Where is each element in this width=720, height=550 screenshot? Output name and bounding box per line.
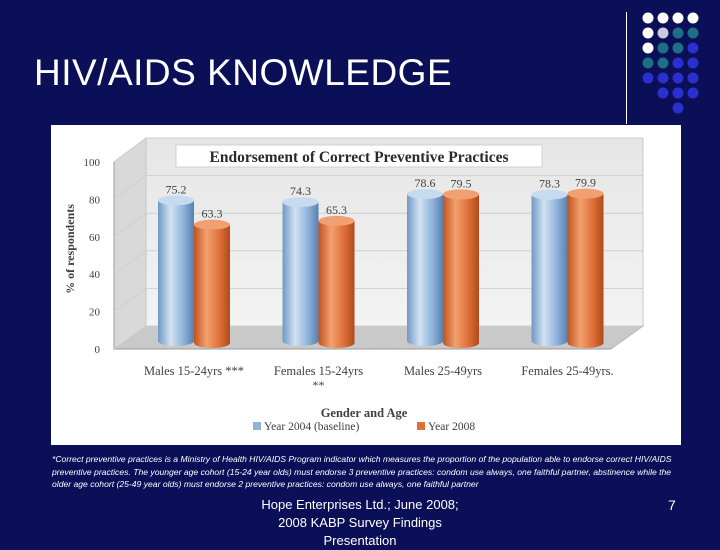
legend-label-2004: Year 2004 (baseline) — [264, 421, 360, 433]
dot-r6-c2 — [673, 103, 684, 114]
bar-value-label: 65.3 — [326, 202, 347, 217]
slide-title: HIV/AIDS KNOWLEDGE — [34, 52, 453, 93]
bar-top-2004-0 — [158, 195, 194, 205]
legend-swatch-2004 — [253, 422, 261, 430]
title-divider — [626, 12, 627, 124]
x-category-label: Females 25-49yrs. — [521, 364, 614, 378]
dot-r0-c2 — [673, 13, 684, 24]
footer-source — [230, 496, 490, 550]
y-tick-label: 80 — [89, 194, 100, 207]
y-axis-label: % of respondents — [63, 204, 77, 294]
dot-r4-c0 — [643, 73, 654, 84]
bar-top-2008-1 — [319, 216, 355, 226]
dot-r3-c1 — [658, 58, 669, 69]
footnote: *Correct preventive practices is a Ministry of Health HIV/AIDS Program indicator which measures the proportion of the population able to endorse correct HIV/AIDS preventive practices. The younger age cohort (15-24 year olds) must endorse 3 preventive practices: condom use always, one faithful partner, abstinence while the older age cohort (25-49 year olds) must endorse 2 preventive practices: condom use always, one faithful partner — [52, 454, 672, 489]
y-tick-label: 0 — [94, 344, 100, 356]
chart-title: Endorsement of Correct Preventive Practices — [209, 149, 509, 166]
bar-value-label: 74.3 — [290, 184, 311, 199]
legend-label-2008: Year 2008 — [428, 421, 476, 433]
x-category-label: Males 25-49yrs — [403, 364, 483, 378]
bar-2008-0 — [194, 225, 230, 348]
chart-side-wall — [114, 138, 146, 349]
decorative-dot-grid — [640, 10, 702, 120]
page-number: 7 — [668, 497, 676, 513]
dot-r2-c3 — [688, 43, 699, 54]
bar-2008-3 — [568, 194, 604, 348]
y-tick-label: 100 — [83, 157, 100, 169]
bar-value-label: 79.5 — [450, 176, 472, 191]
bar-2008-1 — [319, 221, 355, 348]
dot-r5-c2 — [673, 88, 684, 99]
bar-value-label: 63.3 — [201, 206, 223, 221]
dot-r4-c3 — [688, 73, 699, 84]
dot-r0-c3 — [688, 13, 699, 24]
bar-top-2004-2 — [407, 189, 443, 199]
footer-line-1: Hope Enterprises Ltd.; June 2008; — [261, 497, 459, 512]
x-category-label: Females 15-24yrs — [273, 364, 364, 378]
bar-value-label: 79.9 — [575, 175, 596, 190]
dot-r1-c2 — [673, 28, 684, 39]
dot-r1-c0 — [643, 28, 654, 39]
bar-chart — [51, 125, 681, 445]
legend-swatch-2008 — [417, 422, 425, 430]
x-category-label: Males 15-24yrs *** — [144, 364, 244, 378]
bar-value-label: 75.2 — [165, 182, 187, 197]
dot-r2-c0 — [643, 43, 654, 54]
dot-r0-c1 — [658, 13, 669, 24]
bar-top-2008-2 — [443, 189, 479, 199]
dot-r2-c1 — [658, 43, 669, 54]
bar-2008-2 — [443, 194, 479, 348]
chart-panel — [51, 125, 681, 445]
legend — [253, 421, 475, 433]
bar-2004-0 — [158, 200, 194, 346]
bar-top-2004-1 — [283, 197, 319, 207]
dot-r0-c0 — [643, 13, 654, 24]
y-tick-label: 60 — [89, 231, 100, 244]
dot-r2-c2 — [673, 43, 684, 54]
dot-r3-c0 — [643, 58, 654, 69]
dot-r1-c1 — [658, 28, 669, 39]
bar-top-2008-3 — [568, 189, 604, 199]
bar-top-2008-0 — [194, 220, 230, 230]
dot-r1-c3 — [688, 28, 699, 39]
y-tick-label: 40 — [89, 269, 100, 282]
bar-2004-3 — [532, 195, 568, 346]
dot-r4-c1 — [658, 73, 669, 84]
dot-r4-c2 — [673, 73, 684, 84]
bar-2004-2 — [407, 194, 443, 346]
bar-value-label: 78.3 — [539, 176, 560, 191]
bar-top-2004-3 — [532, 190, 568, 200]
dot-r5-c3 — [688, 88, 699, 99]
bar-value-label: 78.6 — [414, 176, 436, 191]
x-axis-label: Gender and Age — [320, 406, 408, 420]
footer-line-3: Presentation — [323, 533, 397, 548]
bar-2004-1 — [283, 202, 319, 346]
dot-r5-c1 — [658, 88, 669, 99]
y-tick-label: 20 — [89, 306, 100, 319]
x-category-sublabel: ** — [312, 378, 325, 392]
footer-line-2: 2008 KABP Survey Findings — [278, 515, 442, 530]
dot-r3-c2 — [673, 58, 684, 69]
dot-r3-c3 — [688, 58, 699, 69]
